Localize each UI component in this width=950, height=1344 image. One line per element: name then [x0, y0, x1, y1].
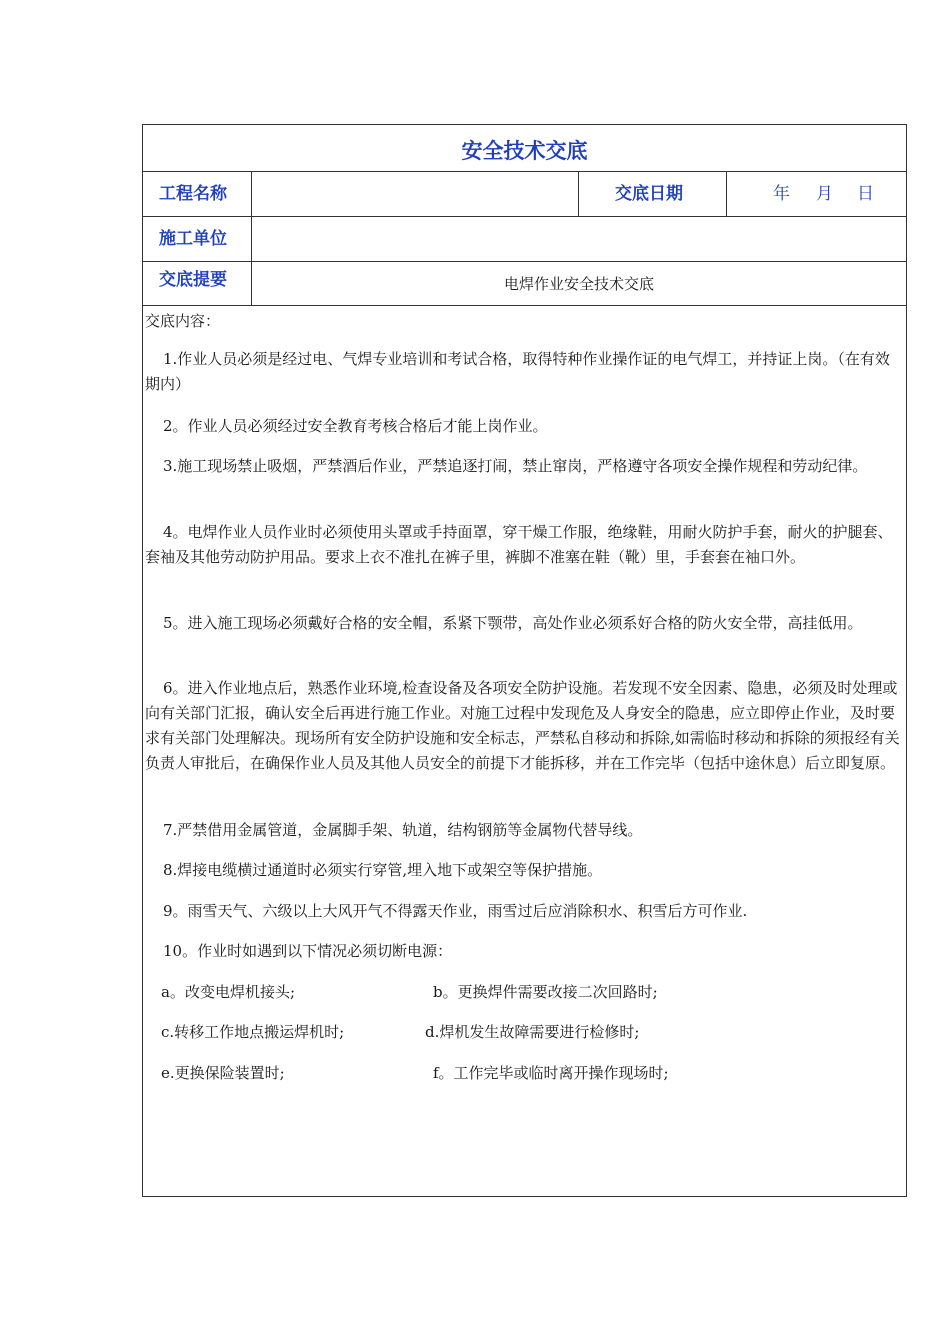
safety-disclosure-form	[142, 124, 907, 1197]
date-month: 月	[816, 184, 833, 204]
content-item: 6。进入作业地点后，熟悉作业环境,检查设备及各项安全防护设施。若发现不安全因素、隐患，必须及时处理或向有关部门汇报，确认安全后再进行施工作业。对施工过程中发现危及人身安全的隐患，应立即停止作业，及时要求有关部门处理解决。现场所有安全防护设施和安全标志，严禁私自移动和拆除,如需临时移动和拆除的须报经有关负责人审批后，在确保作业人员及其他人员安全的前提下才能拆移，并在工作完毕（包括中途休息）后立即复原。	[145, 679, 900, 772]
project-name-row	[143, 172, 906, 217]
content-item: 2。作业人员必须经过安全教育考核合格后才能上岗作业。	[163, 417, 548, 435]
date-value	[726, 172, 906, 216]
option-item: f。工作完毕或临时离开操作现场时;	[433, 1064, 669, 1082]
summary-value: 电焊作业安全技术交底	[251, 262, 906, 305]
date-label: 交底日期	[578, 172, 726, 216]
project-name-value	[251, 172, 578, 216]
option-item: a。改变电焊机接头;	[161, 983, 295, 1001]
option-item: d.焊机发生故障需要进行检修时;	[425, 1023, 640, 1041]
option-item: c.转移工作地点搬运焊机时;	[161, 1023, 345, 1041]
construction-unit-value	[251, 217, 906, 261]
content-item: 8.焊接电缆横过通道时必须实行穿管,埋入地下或架空等保护措施。	[163, 861, 603, 879]
content-item: 7.严禁借用金属管道，金属脚手架、轨道，结构钢筋等金属物代替导线。	[163, 821, 643, 839]
option-item: e.更换保险装置时;	[161, 1064, 285, 1082]
summary-label: 交底提要	[159, 270, 227, 290]
content-item: 10。作业时如遇到以下情况必须切断电源：	[163, 942, 453, 960]
content-item: 4。电焊作业人员作业时必须使用头罩或手持面罩，穿干燥工作服，绝缘鞋，用耐火防护手套，耐火的护腿套、套袖及其他劳动防护用品。要求上衣不准扎在裤子里，裤脚不准塞在鞋（靴）里，手套套在袖口外。	[145, 523, 893, 566]
content-item: 9。雨雪天气、六级以上大风开气不得露天作业，雨雪过后应消除积水、积雪后方可作业.	[163, 902, 748, 920]
date-day: 日	[857, 184, 874, 204]
document-title: 安全技术交底	[461, 139, 588, 163]
project-name-label: 工程名称	[159, 184, 227, 204]
title-row	[143, 125, 906, 172]
construction-unit-row	[143, 217, 906, 262]
content-item: 5。进入施工现场必须戴好合格的安全帽，系紧下颚带，高处作业必须系好合格的防火安全带，高挂低用。	[163, 614, 863, 632]
summary-row	[143, 262, 906, 306]
content-item: 3.施工现场禁止吸烟，严禁酒后作业，严禁追逐打闹，禁止窜岗，严格遵守各项安全操作规程和劳动纪律。	[163, 457, 868, 475]
content-heading: 交底内容：	[145, 312, 221, 330]
construction-unit-label: 施工单位	[159, 229, 227, 249]
content-item: 1.作业人员必须是经过电、气焊专业培训和考试合格，取得特种作业操作证的电气焊工，并持证上岗。（在有效期内）	[145, 350, 890, 393]
disclosure-content	[143, 306, 906, 1196]
option-item: b。更换焊件需要改接二次回路时;	[433, 983, 658, 1001]
date-year: 年	[773, 184, 790, 204]
